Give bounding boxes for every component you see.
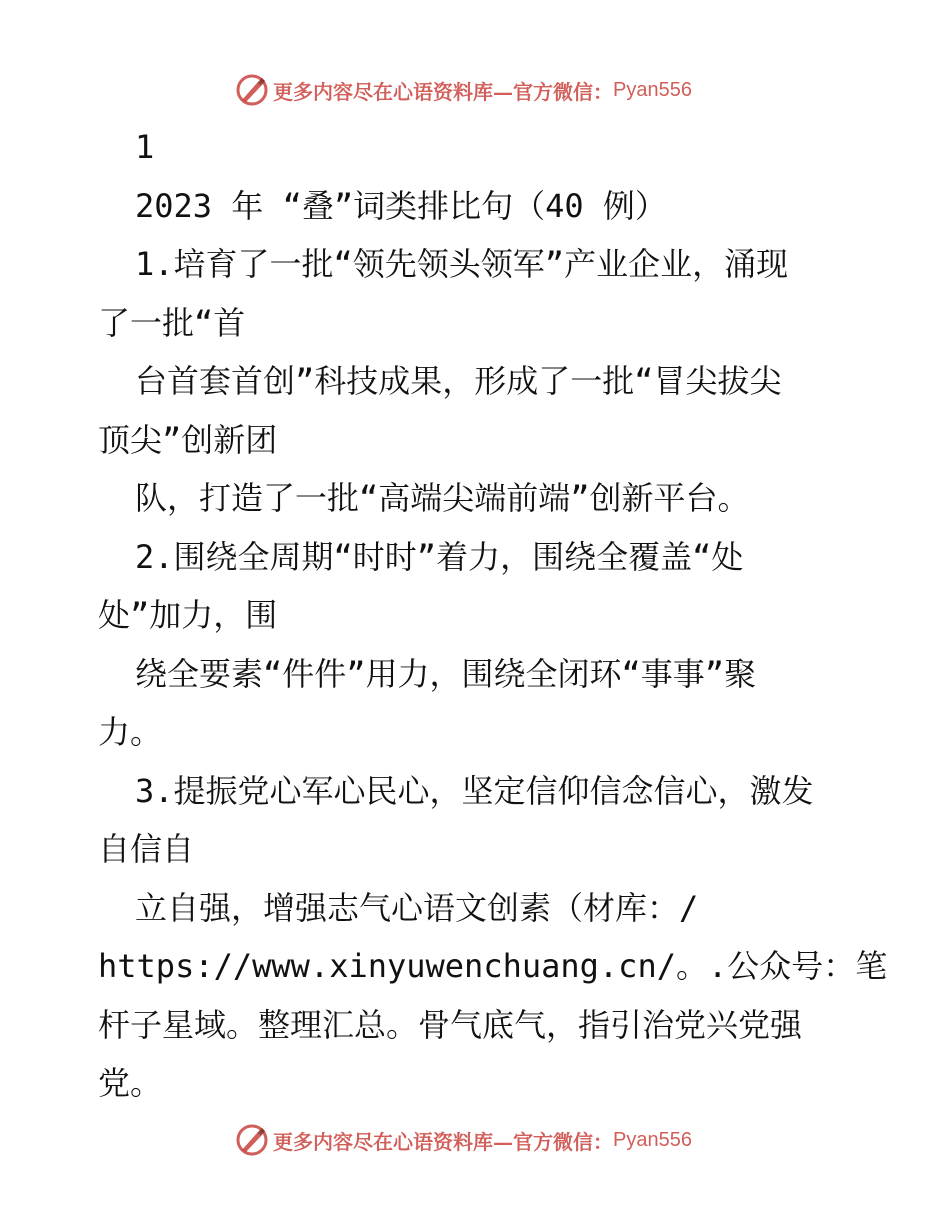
text-line: 2.围绕全周期“时时”着力，围绕全覆盖“处 xyxy=(135,538,744,576)
text-line: 队，打造了一批“高端尖端前端”创新平台。 xyxy=(135,479,750,517)
text-line: 顶尖”创新团 xyxy=(98,421,278,459)
text-line: 处”加力，围 xyxy=(98,596,278,634)
text-line: https://www.xinyuwenchuang.cn/。.公众号：笔 xyxy=(98,947,888,985)
text-line: 杆子星域。整理汇总。骨气底气，指引治党兴党强 xyxy=(98,1006,803,1044)
text-line: 力。 xyxy=(98,713,163,751)
header-watermark-banner xyxy=(235,72,692,108)
footer-watermark-banner xyxy=(235,1122,692,1158)
text-line: 台首套首创”科技成果，形成了一批“冒尖拔尖 xyxy=(135,362,782,400)
pen-logo-icon xyxy=(235,1123,269,1157)
text-line: 1.培育了一批“领先领头领军”产业企业，涌现 xyxy=(135,245,789,283)
footer-banner-wechat-id: Pyan556 xyxy=(613,1128,692,1151)
text-line: 了一批“首 xyxy=(98,304,246,342)
page-number: 1 xyxy=(135,128,155,166)
text-line: 绕全要素“件件”用力，围绕全闭环“事事”聚 xyxy=(135,655,757,693)
pen-logo-icon xyxy=(235,73,269,107)
text-line: 3.提振党心军心民心，坚定信仰信念信心，激发 xyxy=(135,772,814,810)
header-banner-text: 更多内容尽在心语资料库—官方微信： xyxy=(273,79,613,104)
footer-banner-text: 更多内容尽在心语资料库—官方微信： xyxy=(273,1129,613,1154)
text-line: 立自强，增强志气心语文创素（材库：/ xyxy=(135,889,699,927)
text-line: 党。 xyxy=(98,1064,163,1102)
document-title: 2023 年 “叠”词类排比句（40 例） xyxy=(135,187,667,225)
header-banner-wechat-id: Pyan556 xyxy=(613,78,692,101)
text-line: 自信自 xyxy=(98,830,195,868)
